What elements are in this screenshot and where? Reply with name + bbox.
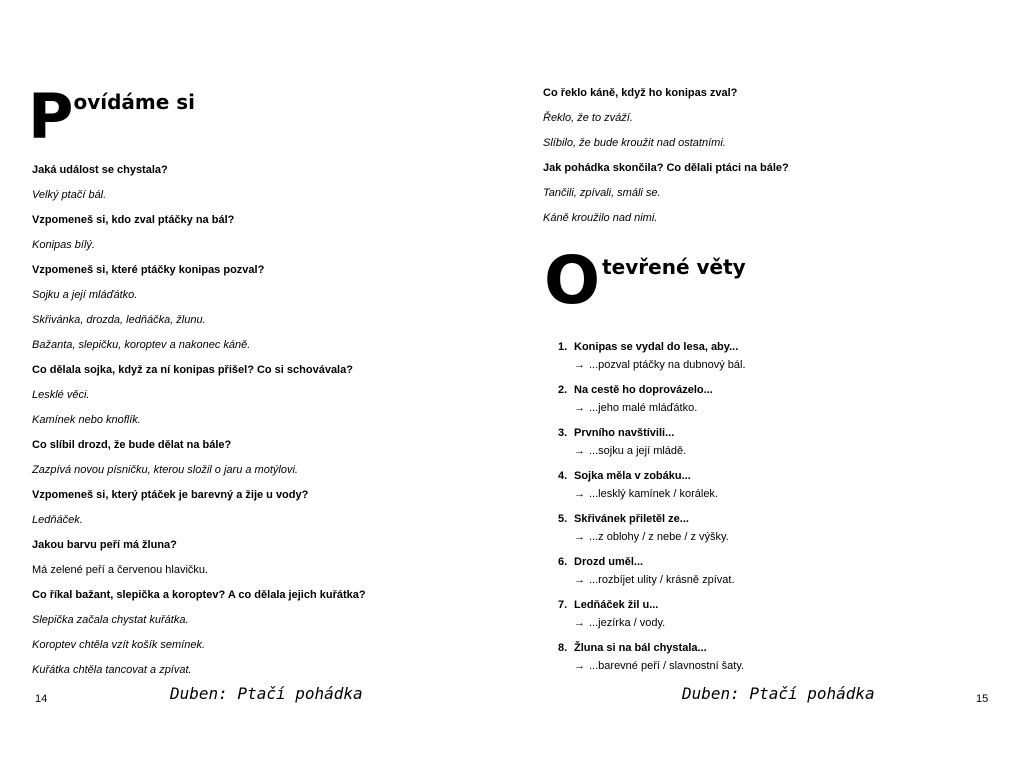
sentence-answer: ...jezírka / vody. xyxy=(589,617,666,629)
item-number: 3. xyxy=(558,427,568,439)
answer-line: Konipas bílý. xyxy=(32,239,95,251)
answer-line: Zazpívá novou písničku, kterou složil o jaru a motýlovi. xyxy=(32,464,298,476)
sentence-item xyxy=(558,597,746,640)
heading-text: ovídáme si xyxy=(73,90,196,114)
sentence-item xyxy=(558,425,746,468)
question-line: Vzpomeneš si, který ptáček je barevný a žije u vody? xyxy=(32,489,309,501)
item-number: 8. xyxy=(558,642,568,654)
question-line: Co říkal bažant, slepička a koroptev? A co dělala jejich kuřátka? xyxy=(32,589,366,601)
answer-line: Řeklo, že to zváží. xyxy=(543,112,633,124)
answer-line: Lesklé věci. xyxy=(32,389,90,401)
answer-line: Koroptev chtěla vzít košík semínek. xyxy=(32,639,206,651)
arrow-right-icon: → xyxy=(574,660,585,672)
question-line: Co řeklo káně, když ho konipas zval? xyxy=(543,87,738,99)
sentence-answer: ...lesklý kamínek / korálek. xyxy=(589,488,718,500)
sentence-prompt: Skřivánek přiletěl ze... xyxy=(574,513,689,525)
question-line: Vzpomeneš si, kdo zval ptáčky na bál? xyxy=(32,214,235,226)
heading-povidame-si xyxy=(28,80,196,153)
answer-line: Tančili, zpívali, smáli se. xyxy=(543,187,661,199)
sentence-answer: ...barevné peří / slavnostní šaty. xyxy=(589,660,745,672)
arrow-right-icon: → xyxy=(574,488,585,500)
answer-line: Skřivánka, drozda, ledňáčka, žlunu. xyxy=(32,314,206,326)
page-number: 15 xyxy=(976,693,989,705)
page-number: 14 xyxy=(35,693,48,705)
question-line: Co dělala sojka, když za ní konipas přišel? Co si schovávala? xyxy=(32,364,353,376)
answer-line: Velký ptačí bál. xyxy=(32,189,107,201)
sentence-prompt: Sojka měla v zobáku... xyxy=(574,470,691,482)
sentence-answer: ...z oblohy / z nebe / z výšky. xyxy=(589,531,729,543)
item-number: 2. xyxy=(558,384,568,396)
answer-line: Kamínek nebo knoflík. xyxy=(32,414,141,426)
arrow-right-icon: → xyxy=(574,531,585,543)
qa-list-left xyxy=(32,158,366,683)
sentence-item xyxy=(558,382,746,425)
dropcap: P xyxy=(28,80,74,153)
answer-line: Kuřátka chtěla tancovat a zpívat. xyxy=(32,664,192,676)
sentence-prompt: Drozd uměl... xyxy=(574,556,644,568)
item-number: 7. xyxy=(558,599,568,611)
answer-line: Má zelené peří a červenou hlavičku. xyxy=(32,564,209,576)
question-line: Jak pohádka skončila? Co dělali ptáci na bále? xyxy=(543,162,789,174)
answer-line: Bažanta, slepičku, koroptev a nakonec káně. xyxy=(32,339,251,351)
arrow-right-icon: → xyxy=(574,402,585,414)
sentence-item xyxy=(558,640,746,683)
sentence-item xyxy=(558,554,746,597)
sentence-list xyxy=(558,339,746,683)
answer-line: Sojku a její mláďátko. xyxy=(32,289,138,301)
answer-line: Slíbilo, že bude kroužit nad ostatními. xyxy=(543,137,726,149)
question-line: Vzpomeneš si, které ptáčky konipas pozval? xyxy=(32,264,265,276)
right-page xyxy=(512,0,1024,768)
sentence-prompt: Ledňáček žil u... xyxy=(574,599,659,611)
qa-list-right xyxy=(543,81,789,231)
sentence-prompt: Žluna si na bál chystala... xyxy=(574,642,707,654)
item-number: 6. xyxy=(558,556,568,568)
dropcap: O xyxy=(544,242,601,319)
sentence-answer: ...jeho malé mláďátko. xyxy=(589,402,698,414)
answer-line: Káně kroužilo nad nimi. xyxy=(543,212,658,224)
item-number: 1. xyxy=(558,341,568,353)
question-line: Co slíbil drozd, že bude dělat na bále? xyxy=(32,439,232,451)
sentence-item xyxy=(558,339,746,382)
footer-title: Duben: Ptačí pohádka xyxy=(170,684,363,703)
heading-otevrene-vety xyxy=(544,242,746,319)
answer-line: Slepička začala chystat kuřátka. xyxy=(32,614,189,626)
item-number: 5. xyxy=(558,513,568,525)
question-line: Jaká událost se chystala? xyxy=(32,164,168,176)
sentence-answer: ...rozbíjet ulity / krásně zpívat. xyxy=(589,574,735,586)
arrow-right-icon: → xyxy=(574,359,585,371)
arrow-right-icon: → xyxy=(574,574,585,586)
arrow-right-icon: → xyxy=(574,617,585,629)
sentence-item xyxy=(558,511,746,554)
sentence-answer: ...sojku a její mládě. xyxy=(589,445,687,457)
heading-text: tevřené věty xyxy=(602,255,746,279)
arrow-right-icon: → xyxy=(574,445,585,457)
sentence-prompt: Na cestě ho doprovázelo... xyxy=(574,384,713,396)
sentence-prompt: Prvního navštívili... xyxy=(574,427,675,439)
sentence-item xyxy=(558,468,746,511)
footer-title: Duben: Ptačí pohádka xyxy=(682,684,875,703)
sentence-answer: ...pozval ptáčky na dubnový bál. xyxy=(589,359,746,371)
answer-line: Ledňáček. xyxy=(32,514,83,526)
sentence-prompt: Konipas se vydal do lesa, aby... xyxy=(574,341,739,353)
question-line: Jakou barvu peří má žluna? xyxy=(32,539,177,551)
item-number: 4. xyxy=(558,470,568,482)
